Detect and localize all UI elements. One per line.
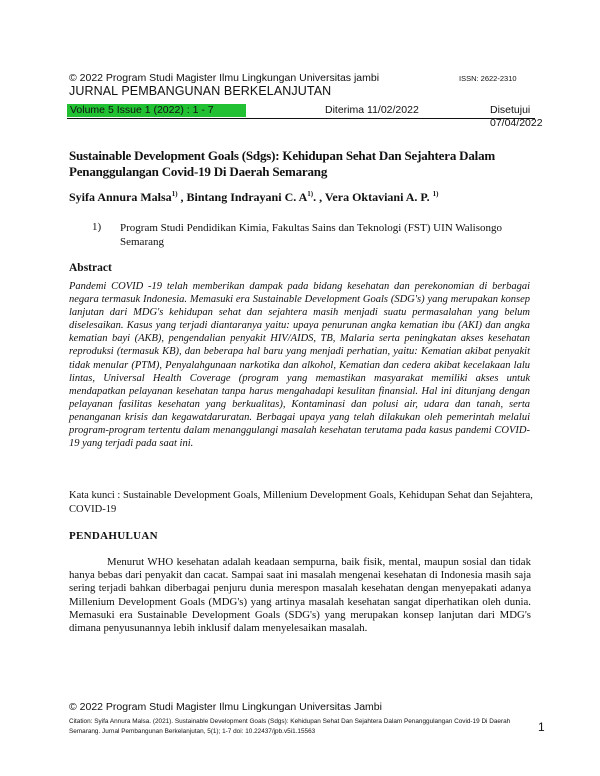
abstract-body: Pandemi COVID -19 telah memberikan dampak pada bidang kesehatan dan perekonomian di berbagai negara termasuk Indonesia. Memasuki era Sustainable Development Goals (SDG's) yang merupakan konsep lanjutan dari MDG's kehidupan sehat dan sejahtera masih menjadi suatu permasalahan yang belum diselesaikan. Kasus yang terjadi diantaranya yaitu: upaya penurunan angka kematian ibu (AKI) dan angka kematian bayi (AKB), pengendalian penyakit HIV/AIDS, TB, Malaria serta peningkatan akses kesehatan reproduksi (termasuk KB), dan beberapa hal baru yang menjadi perhatian, yaitu: Kematian akibat penyakit tidak menular (PTM), Penyalahgunaan narkotika dan alkohol, Kematian dan cedera akibat kecelakaan lalu lintas, Universal Health Coverage (program yang memastikan masyarakat memiliki akses untuk mendapatkan pelayanan kesehatan tanpa harus mengahadapi kesulitan finansial. Hal ini ditunjang dengan pelayanan fasilitas kesehatan yang berkualitas), Kontaminasi dan polusi air, udara dan tanah, serta penanganan krisis dan kegawatdaruratan. Berbagai upaya yang telah dilakukan oleh pemerintah melalui program-program tertentu dalam menanggulangi masalah kesehatan terutama pada kasus pandemi COVID-19 yang terjadi pada saat ini. bbox=[69, 281, 530, 450]
author-list bbox=[69, 190, 439, 205]
affiliation: Program Studi Pendidikan Kimia, Fakultas Sains dan Teknologi (FST) UIN Walisongo Semarang bbox=[120, 222, 503, 248]
author-affil-mark: 1) bbox=[171, 190, 178, 198]
author-affil-mark: 1) bbox=[307, 190, 314, 198]
section-heading-introduction: PENDAHULUAN bbox=[69, 530, 158, 542]
issue-bar bbox=[67, 104, 543, 129]
abstract-heading: Abstract bbox=[69, 262, 112, 274]
header-copyright: © 2022 Program Studi Magister Ilmu Lingkungan Universitas jambi bbox=[69, 72, 380, 84]
issn: ISSN: 2622-2310 bbox=[459, 74, 517, 83]
issue-info: Volume 5 Issue 1 (2022) : 1 - 7 bbox=[70, 104, 214, 116]
author-name: Syifa Annura Malsa bbox=[69, 190, 172, 204]
footer-copyright: © 2022 Program Studi Magister Ilmu Lingkungan Universitas Jambi bbox=[69, 701, 382, 713]
citation: Citation: Syifa Annura Malsa. (2021). Sustainable Development Goals (Sdgs): Kehidupan Sehat Dan Sejahtera Dalam Penanggulangan Covid-19 Di Daerah Semarang. Jurnal Pembangunan Berkelanjutan, 5(1); 1-7 doi: 10.22437/jpb.v5i1.15563 bbox=[69, 718, 511, 735]
author-affil-mark: 1) bbox=[432, 190, 439, 198]
journal-name: JURNAL PEMBANGUNAN BERKELANJUTAN bbox=[69, 84, 332, 98]
introduction-paragraph: Menurut WHO kesehatan adalah keadaan sempurna, baik fisik, mental, maupun sosial dan tidak hanya bebas dari penyakit dan cacat. Sampai saat ini masalah mengenai kesehatan di Indonesia masih saja sering terjadi bahkan diberbagai penjuru dunia merespon masalah kesehatan dengan menyepakati adanya Millenium Development Goals (MDG's) yang artinya masalah kesehatan sangat diperhatikan oleh dunia. Memasuki era Sustainable Development Goals (SDG's) yang merupakan konsep lanjutan dari MDG's dimana penyusunannya lebih inklusif dalam menyelesaikan masalah. bbox=[69, 556, 531, 635]
keywords: Kata kunci : Sustainable Development Goals, Millenium Development Goals, Kehidupan Sehat dan Sejahtera, COVID-19 bbox=[69, 490, 533, 515]
accepted-date: Disetujui 07/04/2022 bbox=[490, 104, 543, 129]
received-date: Diterima 11/02/2022 bbox=[325, 104, 419, 116]
affiliation-number: 1) bbox=[92, 221, 102, 233]
article-title: Sustainable Development Goals (Sdgs): Kehidupan Sehat Dan Sejahtera Dalam Penanggulangan Covid-19 Di Daerah Semarang bbox=[69, 148, 495, 179]
author-name: . , Vera Oktaviani A. P. bbox=[313, 190, 430, 204]
page-number: 1 bbox=[538, 720, 545, 734]
author-name: , Bintang Indrayani C. A bbox=[177, 190, 308, 204]
